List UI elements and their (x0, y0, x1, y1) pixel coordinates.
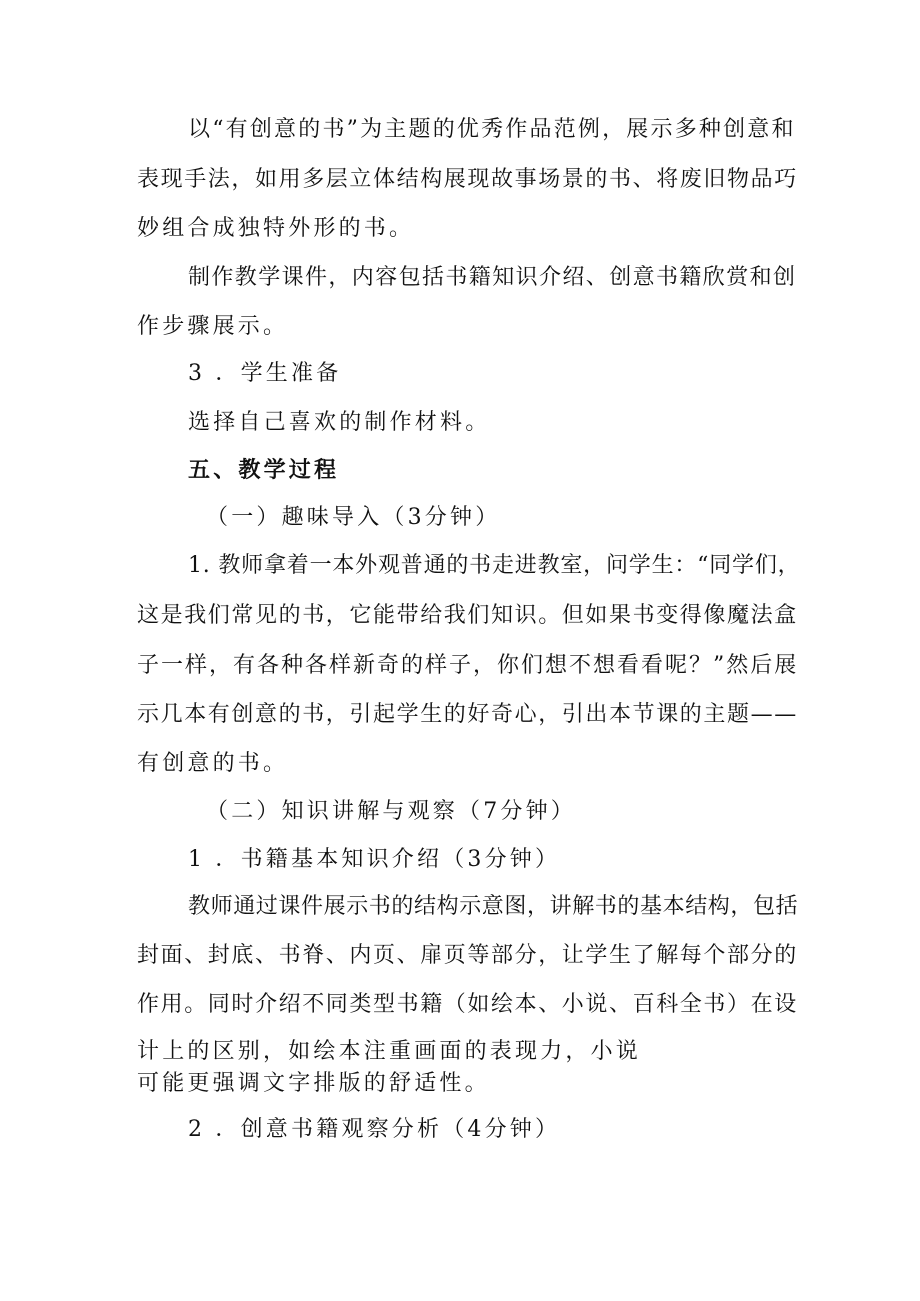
paragraph-line: 作步骤展示。 (137, 314, 289, 339)
section-subheading: 2 ．创意书籍观察分析（4分钟） (188, 1117, 561, 1142)
paragraph-line: 有创意的书。 (137, 751, 289, 776)
subsection-heading: （二）知识讲解与观察（7分钟） (206, 799, 576, 824)
section-subheading: 3 ．学生准备 (188, 361, 342, 386)
paragraph-line: 1. 教师拿着一本外观普通的书走进教室，问学生：“同学们， (188, 553, 801, 578)
paragraph-line: 以“有创意的书”为主题的优秀作品范例，展示多种创意和 (188, 117, 796, 142)
paragraph-line: 子一样，有各种各样新奇的样子，你们想不想看看呢？”然后展 (137, 653, 799, 678)
paragraph-line: 示几本有创意的书，引起学生的好奇心，引出本节课的主题—— (137, 702, 798, 727)
paragraph-line: 封面、封底、书脊、内页、扉页等部分，让学生了解每个部分的 (137, 943, 798, 968)
section-subheading: 1 ．书籍基本知识介绍（3分钟） (188, 847, 561, 872)
paragraph-line: 制作教学课件，内容包括书籍知识介绍、创意书籍欣赏和创 (188, 265, 797, 290)
paragraph-line: 妙组合成独特外形的书。 (137, 216, 415, 241)
paragraph-line: 可能更强调文字排版的舒适性。 (137, 1071, 490, 1096)
subsection-heading: （一）趣味导入（3分钟） (206, 505, 501, 530)
paragraph-line: 教师通过课件展示书的结构示意图，讲解书的基本结构，包括 (188, 894, 799, 919)
section-heading: 五、教学过程 (188, 457, 340, 483)
paragraph-line: 这是我们常见的书，它能带给我们知识。但如果书变得像魔法盒 (137, 603, 798, 628)
paragraph-line: 作用。同时介绍不同类型书籍（如绘本、小说、百科全书）在设 (137, 992, 798, 1017)
paragraph-line: 选择自己喜欢的制作材料。 (188, 410, 491, 435)
paragraph-line: 表现手法，如用多层立体结构展现故事场景的书、将废旧物品巧 (137, 167, 798, 192)
paragraph-line: 计上的区别，如绘本注重画面的表现力，小说 (137, 1039, 642, 1064)
